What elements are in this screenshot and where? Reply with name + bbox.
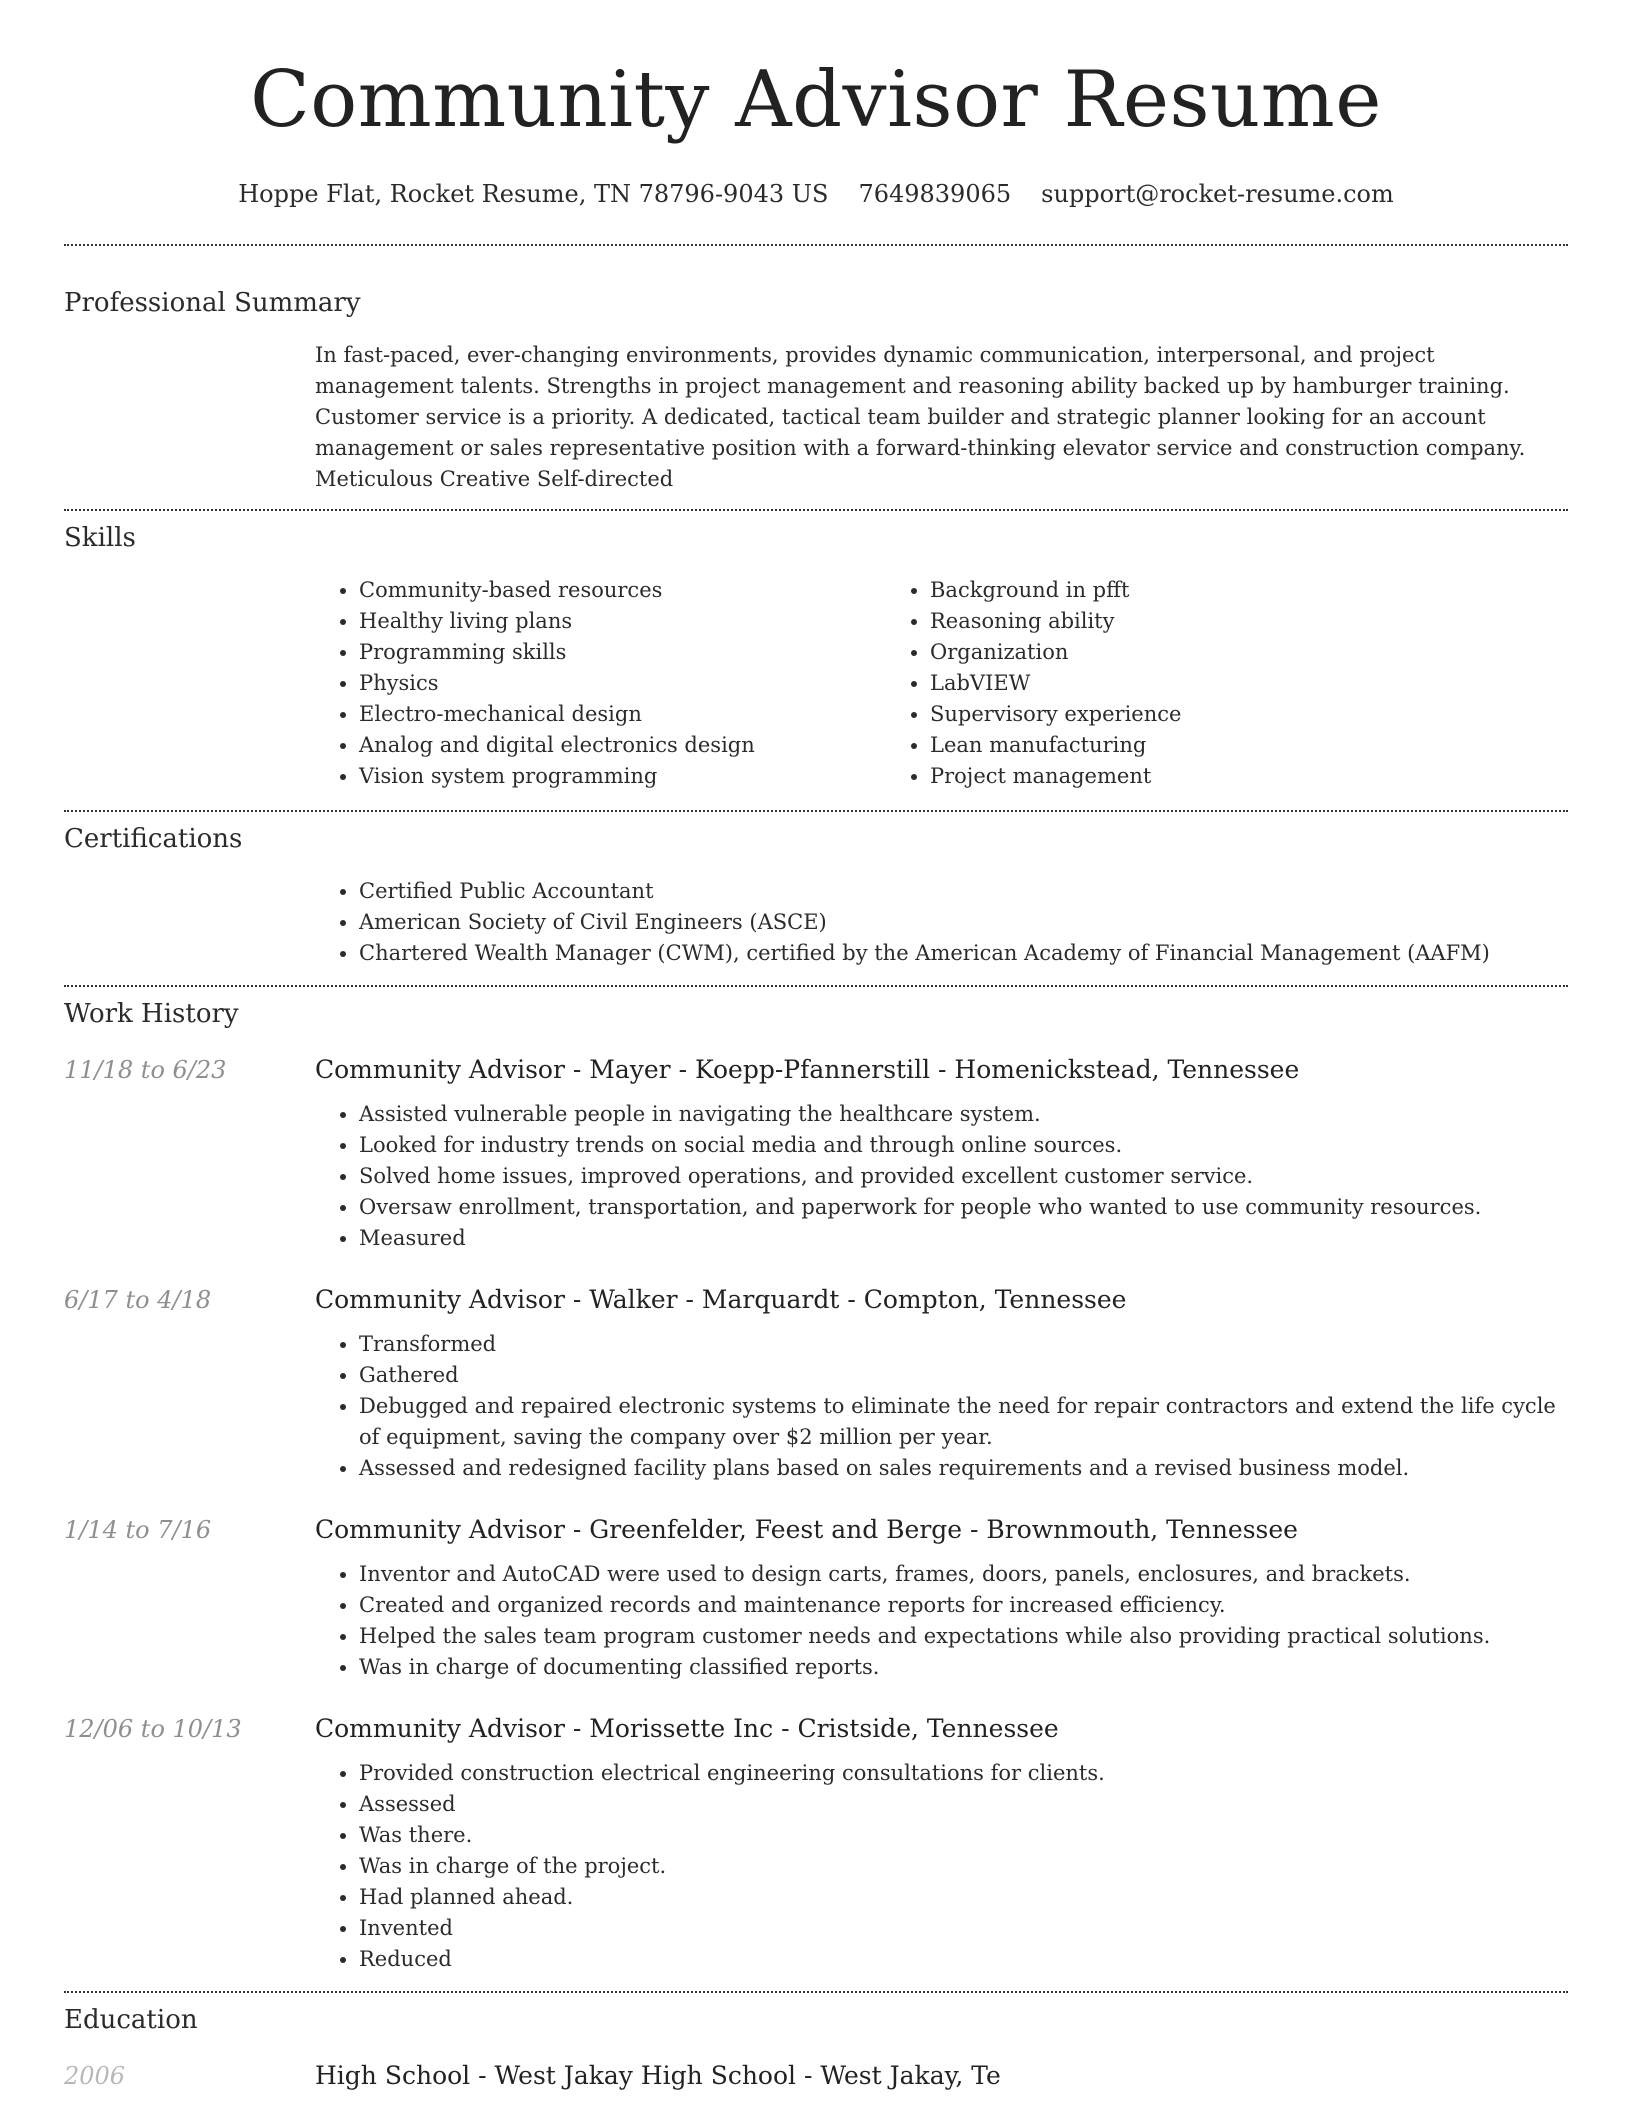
- certifications-heading: Certifications: [64, 824, 243, 854]
- summary-section: [64, 246, 1568, 495]
- job-date: 1/14 to 7/16: [64, 1516, 212, 1544]
- job-bullets: [315, 1099, 1568, 1254]
- certifications-body: [315, 876, 1568, 969]
- contact-address: Hoppe Flat, Rocket Resume, TN 78796-9043 US: [238, 180, 829, 208]
- skills-list-left: [315, 575, 886, 792]
- list-item: • Analog and digital electronics design: [359, 730, 886, 761]
- job-entry: [64, 1513, 1568, 1683]
- list-item: • Healthy living plans: [359, 606, 886, 637]
- job-title: Community Advisor - Walker - Marquardt - Compton, Tennessee: [315, 1285, 1127, 1314]
- list-item: • Supervisory experience: [930, 699, 1457, 730]
- list-item: • Reduced: [359, 1944, 1568, 1975]
- list-item: • Electro-mechanical design: [359, 699, 886, 730]
- list-item: • Chartered Wealth Manager (CWM), certified by the American Academy of Financial Management (AAFM): [359, 938, 1568, 969]
- contact-phone: 7649839065: [858, 180, 1012, 208]
- list-item: • Was in charge of the project.: [359, 1851, 1568, 1882]
- list-item: • Lean manufacturing: [930, 730, 1457, 761]
- job-title: Community Advisor - Morissette Inc - Cristside, Tennessee: [315, 1714, 1059, 1743]
- list-item: • Looked for industry trends on social media and through online sources.: [359, 1130, 1568, 1161]
- list-item: • Programming skills: [359, 637, 886, 668]
- list-item: • Inventor and AutoCAD were used to design carts, frames, doors, panels, enclosures, and brackets.: [359, 1559, 1568, 1590]
- list-item: • Background in pfft: [930, 575, 1457, 606]
- job-main: [315, 1513, 1568, 1683]
- skills-heading: Skills: [64, 523, 136, 553]
- list-item: • Community-based resources: [359, 575, 886, 606]
- list-item: • Transformed: [359, 1329, 1568, 1360]
- job-main: [315, 1712, 1568, 1975]
- list-item: • Organization: [930, 637, 1457, 668]
- education-section: [64, 1993, 1568, 2105]
- list-item: • Oversaw enrollment, transportation, and paperwork for people who wanted to use community resources.: [359, 1192, 1568, 1223]
- work-heading: Work History: [64, 999, 239, 1029]
- list-item: • Measured: [359, 1223, 1568, 1254]
- list-item: • LabVIEW: [930, 668, 1457, 699]
- job-title: Community Advisor - Mayer - Koepp-Pfannerstill - Homenickstead, Tennessee: [315, 1055, 1300, 1084]
- job-date: 6/17 to 4/18: [64, 1286, 212, 1314]
- certifications-list: [315, 876, 1568, 969]
- list-item: • Debugged and repaired electronic systems to eliminate the need for repair contractors and extend the life cycle of equipment, saving the company over $2 million per year.: [359, 1391, 1568, 1453]
- skills-list-right: [886, 575, 1457, 792]
- list-item: • Helped the sales team program customer needs and expectations while also providing practical solutions.: [359, 1621, 1568, 1652]
- list-item: • Was there.: [359, 1820, 1568, 1851]
- page-title: Community Advisor Resume: [250, 55, 1382, 145]
- list-item: • Certified Public Accountant: [359, 876, 1568, 907]
- education-heading: Education: [64, 2005, 198, 2035]
- summary-heading: Professional Summary: [64, 288, 361, 318]
- skills-section: [64, 511, 1568, 792]
- skills-grid: [315, 575, 1568, 792]
- job-bullets: [315, 1758, 1568, 1975]
- summary-text: In fast-paced, ever-changing environments, provides dynamic communication, interpersonal, and project management talents. Strengths in project management and reasoning ability backed up by hamburger training. Customer service is a priority. A dedicated, tactical team builder and strategic planner looking for an account management or sales representative position with a forward-thinking elevator service and construction company. Meticulous Creative Self-directed: [315, 343, 1526, 491]
- job-title: Community Advisor - Greenfelder, Feest and Berge - Brownmouth, Tennessee: [315, 1515, 1298, 1544]
- list-item: • Provided construction electrical engineering consultations for clients.: [359, 1758, 1568, 1789]
- list-item: • Reasoning ability: [930, 606, 1457, 637]
- list-item: • Solved home issues, improved operations, and provided excellent customer service.: [359, 1161, 1568, 1192]
- job-bullets: [315, 1559, 1568, 1683]
- list-item: • American Society of Civil Engineers (ASCE): [359, 907, 1568, 938]
- list-item: • Physics: [359, 668, 886, 699]
- list-item: • Created and organized records and maintenance reports for increased efficiency.: [359, 1590, 1568, 1621]
- job-main: [315, 1053, 1568, 1254]
- job-bullets: [315, 1329, 1568, 1484]
- list-item: • Vision system programming: [359, 761, 886, 792]
- work-section: [64, 987, 1568, 1975]
- job-date: 12/06 to 10/13: [64, 1715, 242, 1743]
- list-item: • Had planned ahead.: [359, 1882, 1568, 1913]
- job-entry: [64, 1283, 1568, 1484]
- contact-email: support@rocket-resume.com: [1041, 180, 1394, 208]
- list-item: • Gathered: [359, 1360, 1568, 1391]
- job-entry: [64, 1712, 1568, 1975]
- resume-page: [64, 0, 1568, 2105]
- job-entry: [64, 1053, 1568, 1254]
- list-item: • Assessed: [359, 1789, 1568, 1820]
- list-item: • Assessed and redesigned facility plans based on sales requirements and a revised business model.: [359, 1453, 1568, 1484]
- resume-header: [64, 0, 1568, 210]
- education-title: High School - West Jakay High School - West Jakay, Te: [315, 2061, 1001, 2090]
- education-date: 2006: [64, 2062, 126, 2090]
- list-item: • Assisted vulnerable people in navigating the healthcare system.: [359, 1099, 1568, 1130]
- contact-line: [64, 178, 1568, 210]
- certifications-section: [64, 812, 1568, 969]
- education-main: [315, 2059, 1568, 2105]
- job-main: [315, 1283, 1568, 1484]
- job-date: 11/18 to 6/23: [64, 1056, 227, 1084]
- list-item: • Was in charge of documenting classified reports.: [359, 1652, 1568, 1683]
- list-item: • Invented: [359, 1913, 1568, 1944]
- education-entry: [64, 2059, 1568, 2105]
- list-item: • Project management: [930, 761, 1457, 792]
